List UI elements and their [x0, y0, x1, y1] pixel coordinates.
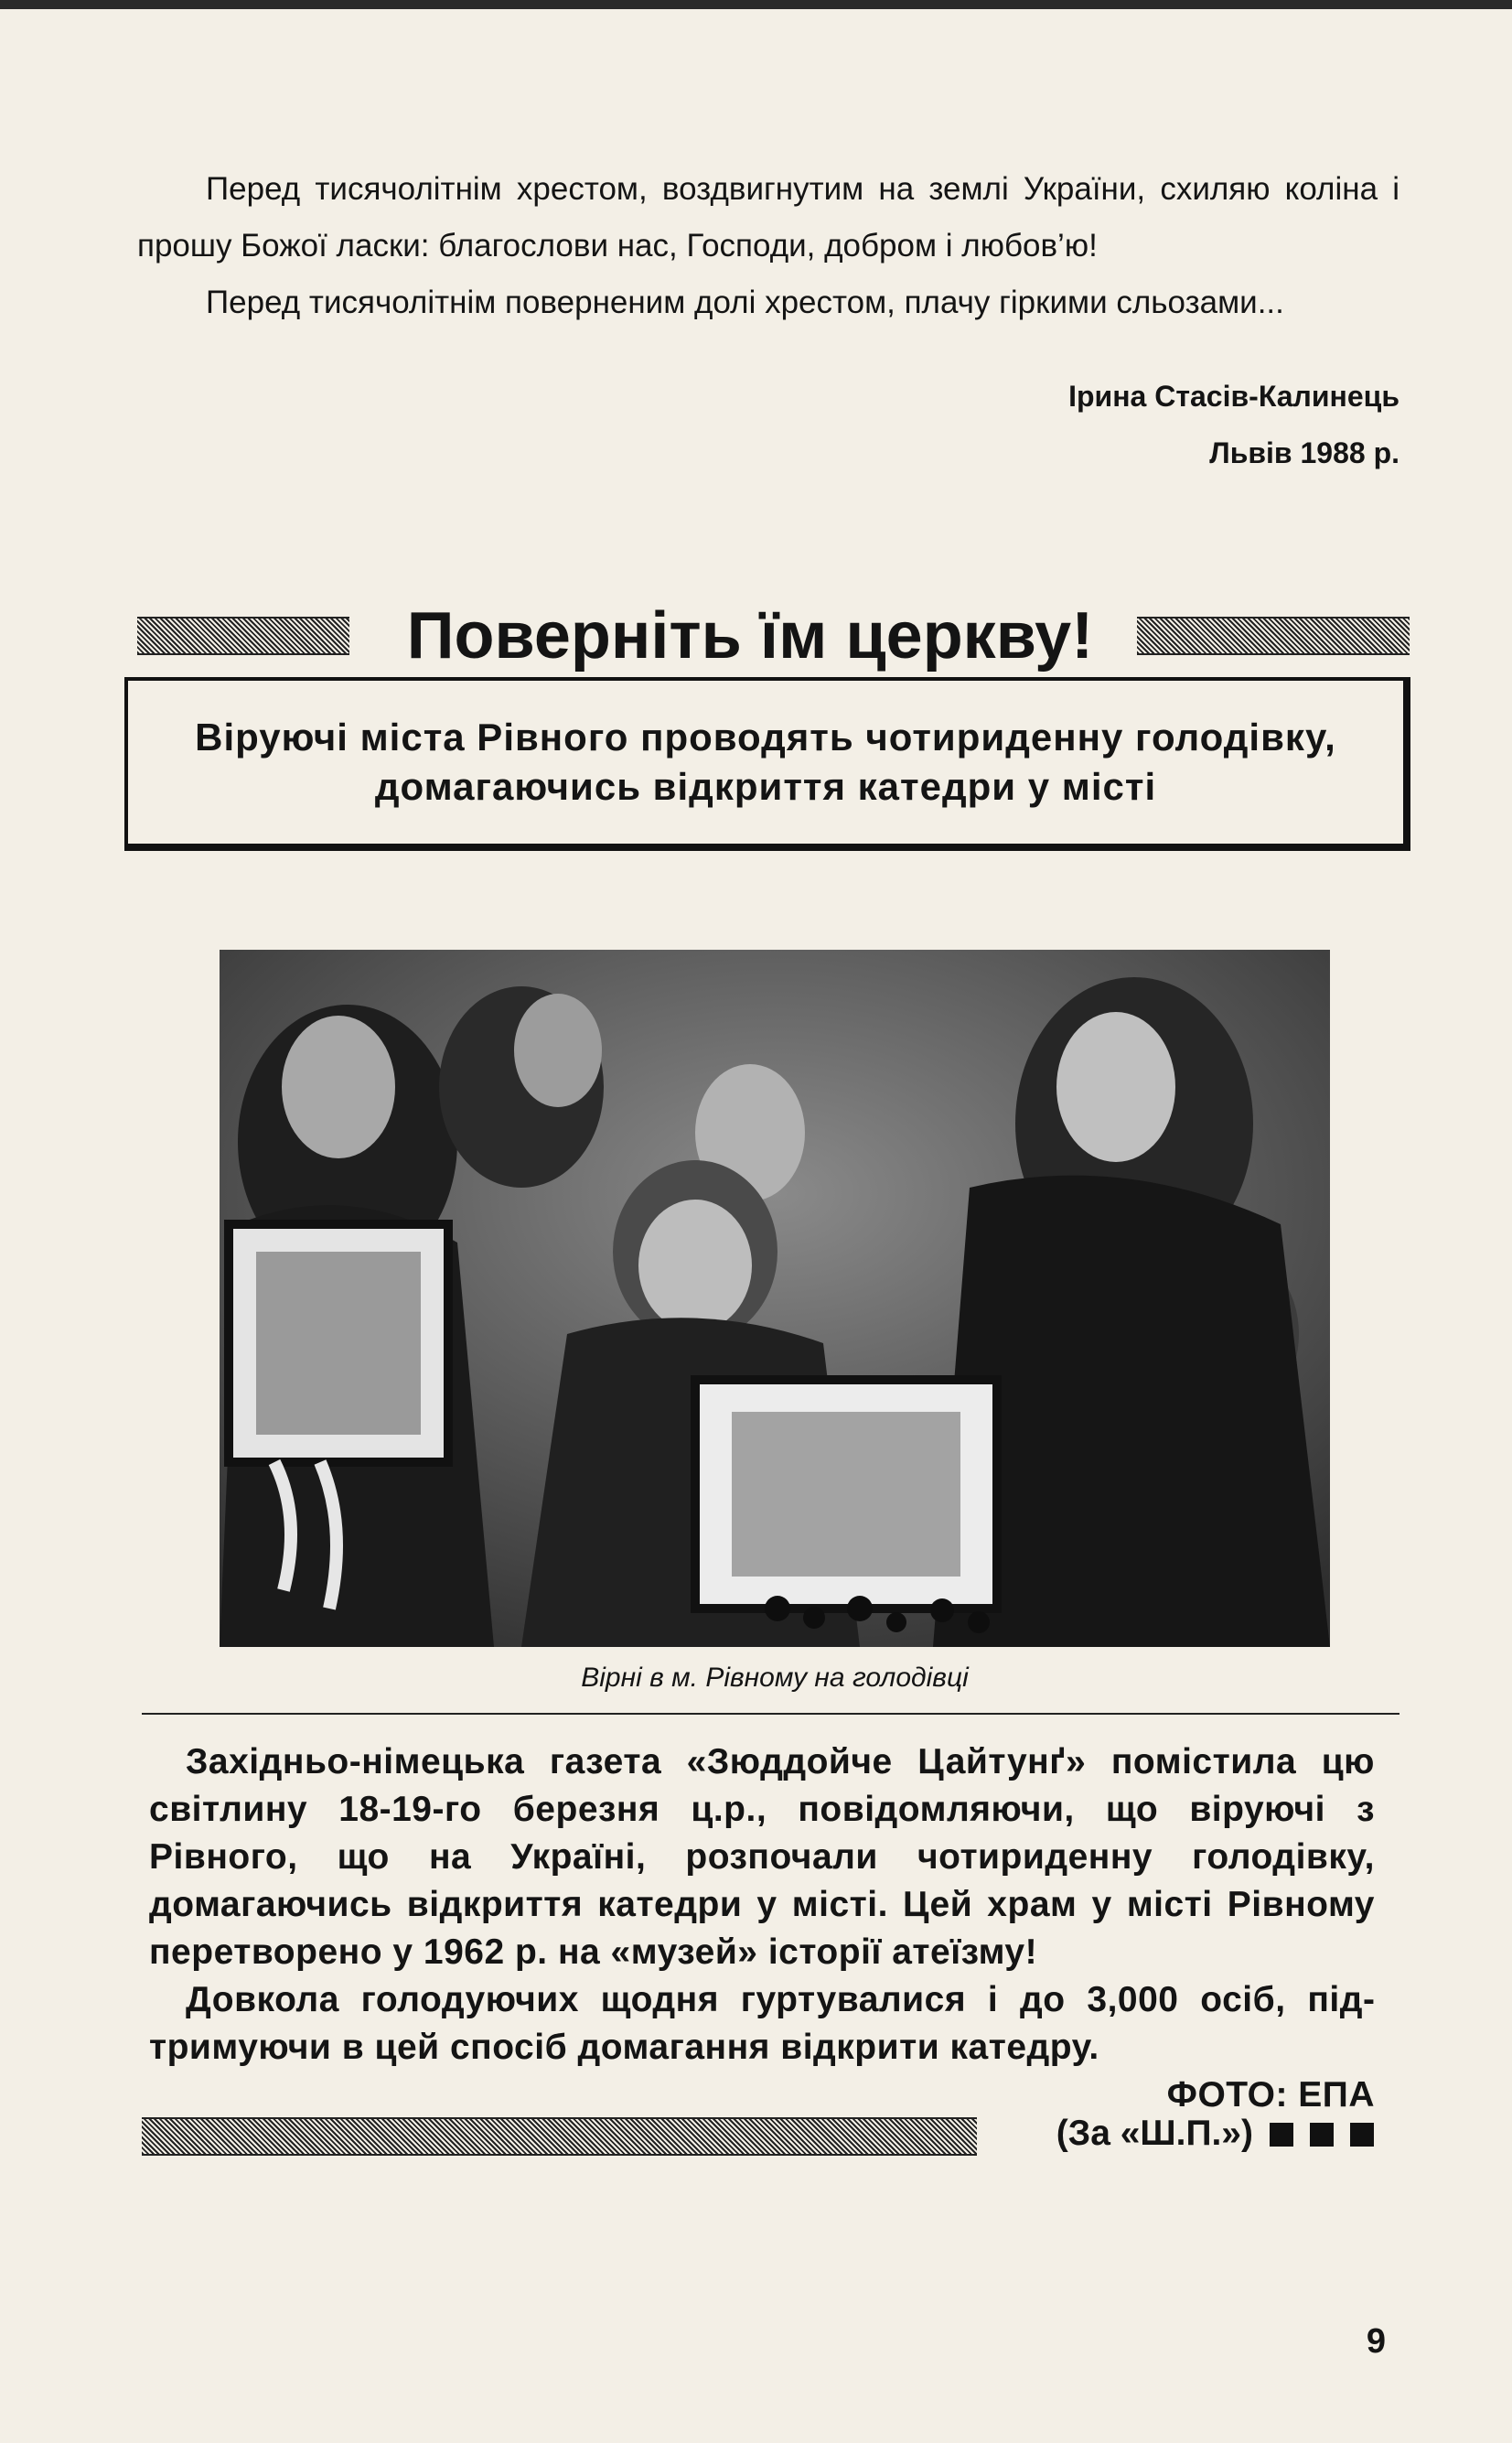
source-text: (За «Ш.П.»): [1056, 2114, 1253, 2153]
page-number: 9: [1366, 2322, 1386, 2361]
poem-line-1: Перед тисячолітнім хрестом, воздвигнутим на землі України, схиляю коліна і прошу Божої ласки: благослови нас, Господи, добром і любов’ю!: [137, 171, 1399, 264]
end-square-icon: [1350, 2123, 1374, 2147]
article-body: [149, 1738, 1375, 2119]
footer-bar: [142, 2117, 977, 2156]
article-footer: [142, 2110, 1374, 2158]
headline: Поверніть їм церкву!: [406, 599, 1094, 673]
photo-image: [220, 950, 1330, 1647]
subheadline-box: [124, 677, 1410, 851]
subheadline: Віруючі міста Рівного проводять чотириденну голодівку, домагаючись відкриття катедри у місті: [195, 716, 1336, 808]
news-photo: [220, 950, 1330, 1647]
photo-credit: ФОТО: ЕПА: [1166, 2075, 1375, 2115]
headline-bar-right: [1137, 617, 1410, 655]
end-square-icon: [1270, 2123, 1293, 2147]
signature-author: Ірина Стасів-Калинець: [1068, 380, 1399, 413]
poem-line-2: Перед тисячолітнім поверненим долі хрестом, плачу гіркими сльозами...: [206, 285, 1284, 320]
caption-rule: [142, 1713, 1399, 1715]
article-paragraph-1: Західньо-німецька газета «Зюддойче Цайтунґ» помістила цю світлину 18-19-го березня ц.р., повідомляючи, що віруючі з Рівного, що на Україні, розпочали чотириденну голодівку, домагаючись відкриття катедри у місті. Цей храм у місті Рівному перетворено у 1962 р. на «музей» історії атеїзму!: [149, 1742, 1375, 1972]
headline-bar-left: [137, 617, 349, 655]
end-square-icon: [1310, 2123, 1334, 2147]
source-line: [1056, 2110, 1374, 2158]
poem-block: [137, 161, 1399, 331]
signature: [1068, 368, 1399, 481]
signature-place-date: Львів 1988 р.: [1209, 436, 1399, 469]
article-paragraph-2: Довкола голодуючих щодня гуртувалися і до 3,000 осіб, підтримуючи в цей спосіб домагання відкрити катедру.: [149, 1980, 1375, 2067]
photo-caption: Вірні в м. Рівному на голодівці: [581, 1663, 969, 1693]
